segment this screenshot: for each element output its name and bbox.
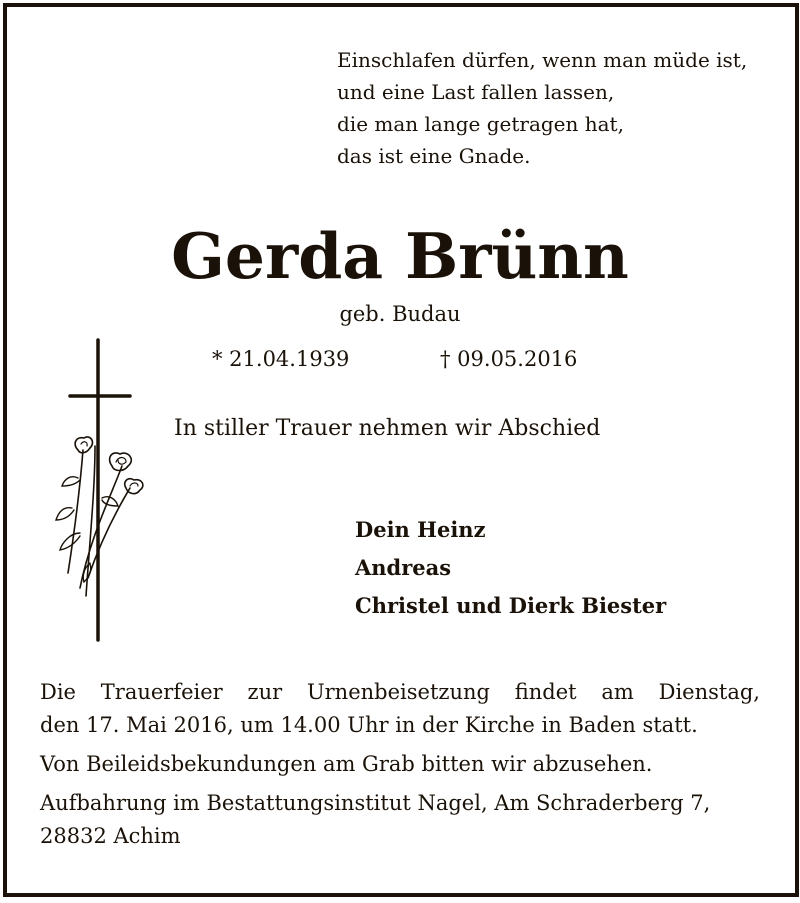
mourners-list xyxy=(355,511,666,625)
service-information xyxy=(40,676,760,853)
ceremony-line: den 17. Mai 2016, um 14.00 Uhr in der Kirche in Baden statt. xyxy=(40,713,698,737)
poem-line: Einschlafen dürfen, wenn man müde ist, xyxy=(337,48,748,72)
cross-with-roses-icon xyxy=(50,338,150,643)
poem-line: und eine Last fallen lassen, xyxy=(337,80,615,104)
deceased-name: Gerda Brünn xyxy=(171,219,629,293)
maiden-name: geb. Budau xyxy=(339,302,461,326)
mourner-name: Dein Heinz xyxy=(355,517,486,542)
poem-line: die man lange getragen hat, xyxy=(337,112,624,136)
laying-out-line: 28832 Achim xyxy=(40,824,181,848)
condolences-paragraph: Von Beileidsbekundungen am Grab bitten wir abzusehen. xyxy=(40,752,653,776)
death-date: † 09.05.2016 xyxy=(440,347,578,371)
ceremony-line: Die Trauerfeier zur Urnenbeisetzung findet am Dienstag, xyxy=(40,680,760,704)
farewell-text: In stiller Trauer nehmen wir Abschied xyxy=(174,416,601,441)
laying-out-line: Aufbahrung im Bestattungsinstitut Nagel, Am Schraderberg 7, xyxy=(40,791,711,815)
laying-out-paragraph xyxy=(40,787,760,853)
birth-date: * 21.04.1939 xyxy=(212,347,350,371)
poem xyxy=(337,44,747,172)
mourner-name: Christel und Dierk Biester xyxy=(355,593,667,618)
poem-line: das ist eine Gnade. xyxy=(337,144,531,168)
mourner-name: Andreas xyxy=(355,555,452,580)
ceremony-paragraph xyxy=(40,676,760,742)
